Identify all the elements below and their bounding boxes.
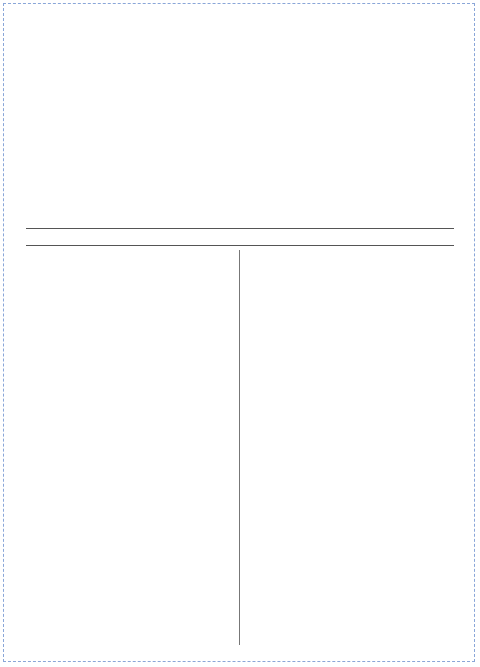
page-header (26, 20, 454, 34)
right-column (249, 250, 454, 645)
divider-rule (26, 228, 454, 229)
left-column (26, 250, 231, 645)
divider-rule (26, 245, 454, 246)
main-text-block (26, 42, 454, 224)
column-divider (239, 250, 240, 645)
